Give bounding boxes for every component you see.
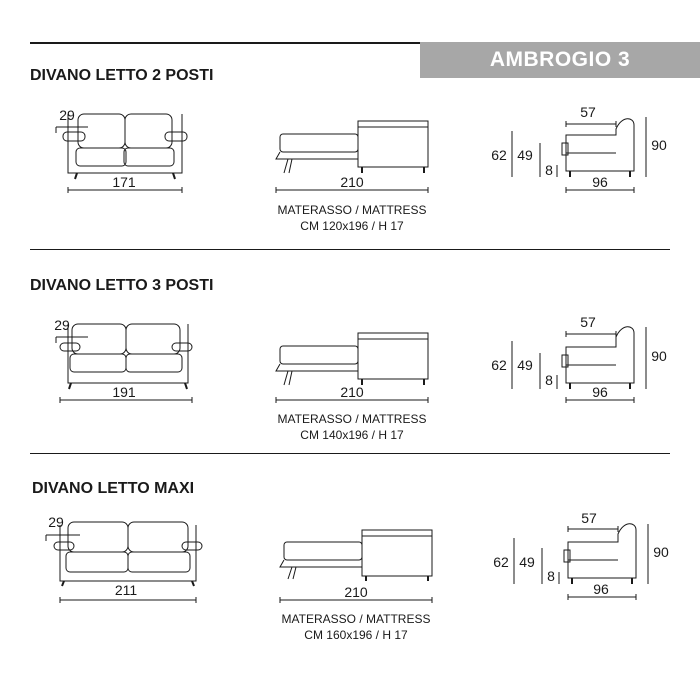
front-arm-height: 29 — [48, 514, 64, 530]
technical-drawing — [0, 67, 700, 277]
side-seat-depth: 57 — [580, 104, 596, 120]
front-width: 171 — [112, 174, 136, 190]
front-arm-height: 29 — [54, 317, 70, 333]
front-width: 191 — [112, 384, 136, 400]
side-leg-height: 8 — [545, 372, 553, 388]
side-depth: 96 — [593, 581, 609, 597]
section-title: DIVANO LETTO 2 POSTI — [30, 67, 214, 84]
front-arm-height: 29 — [59, 107, 75, 123]
open-length: 210 — [340, 384, 364, 400]
side-total-height: 90 — [651, 348, 667, 364]
side-leg-height: 8 — [545, 162, 553, 178]
technical-drawing — [0, 277, 700, 487]
side-arm-height: 62 — [491, 147, 507, 163]
header-rule — [30, 42, 420, 44]
side-total-height: 90 — [653, 544, 669, 560]
side-leg-height: 8 — [547, 568, 555, 584]
side-arm-height: 62 — [491, 357, 507, 373]
mattress-label: MATERASSO / MATTRESS — [281, 612, 431, 626]
side-depth: 96 — [592, 174, 608, 190]
side-seat-depth: 57 — [580, 314, 596, 330]
section-divider — [30, 249, 670, 250]
open-length: 210 — [340, 174, 364, 190]
side-seat-depth: 57 — [581, 510, 597, 526]
mattress-label: MATERASSO / MATTRESS — [277, 412, 427, 426]
mattress-size: CM 140x196 / H 17 — [300, 428, 404, 442]
front-width: 211 — [114, 582, 138, 598]
section-3-posti — [0, 277, 700, 487]
side-arm-height: 62 — [493, 554, 509, 570]
side-total-height: 90 — [651, 137, 667, 153]
section-maxi — [0, 480, 700, 690]
side-seat-height: 49 — [519, 554, 535, 570]
side-depth: 96 — [592, 384, 608, 400]
section-2-posti — [0, 67, 700, 277]
open-length: 210 — [344, 584, 368, 600]
side-seat-height: 49 — [517, 147, 533, 163]
brand-name: AMBROGIO 3 — [489, 48, 631, 71]
section-divider — [30, 453, 670, 454]
section-title: DIVANO LETTO MAXI — [32, 480, 195, 497]
mattress-label: MATERASSO / MATTRESS — [277, 203, 427, 217]
side-seat-height: 49 — [517, 357, 533, 373]
mattress-size: CM 160x196 / H 17 — [304, 628, 408, 642]
section-title: DIVANO LETTO 3 POSTI — [30, 277, 214, 294]
mattress-size: CM 120x196 / H 17 — [300, 219, 404, 233]
